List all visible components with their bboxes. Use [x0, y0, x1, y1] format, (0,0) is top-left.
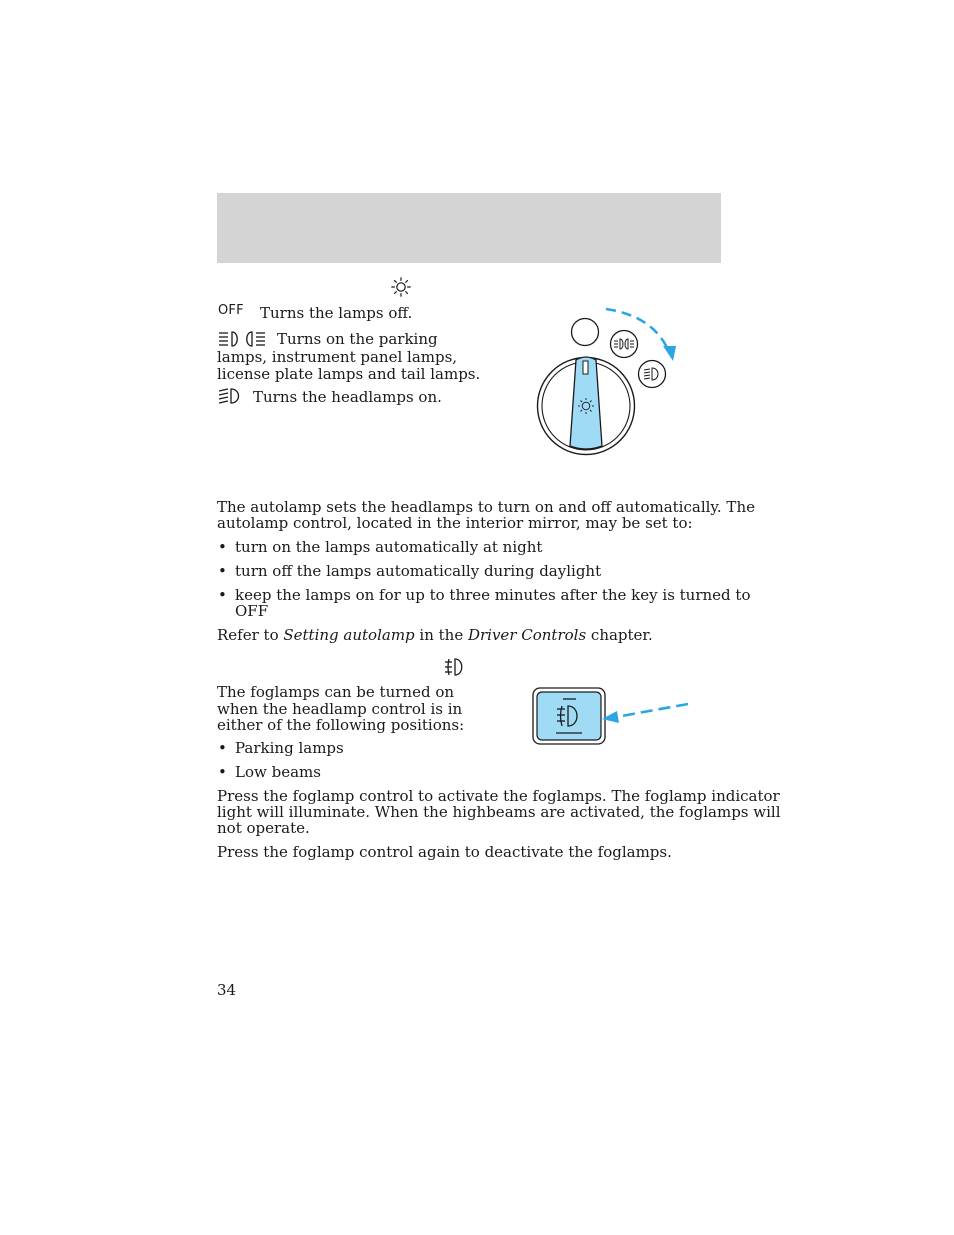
autolamp-intro-line1: The autolamp sets the headlamps to turn on and off automatically. The	[217, 498, 755, 516]
parking-lamps-line2: lamps, instrument panel lamps,	[217, 348, 458, 366]
foglamp-intro-line1: The foglamps can be turned on	[217, 683, 455, 701]
page-number: 34	[217, 981, 237, 999]
section-header-band	[217, 193, 721, 263]
driver-controls-link[interactable]: Driver Controls	[467, 626, 587, 644]
off-symbol: OFF	[218, 303, 244, 318]
headlamp-control-diagram	[530, 300, 690, 460]
foglamp-para2-line3: not operate.	[217, 819, 310, 837]
foglamp-para3: Press the foglamp control again to deactivate the foglamps.	[217, 843, 672, 861]
autolamp-sun-icon	[391, 277, 411, 297]
list-item-continuation: OFF	[235, 602, 269, 620]
off-description: Turns the lamps off.	[260, 304, 413, 322]
parking-lamps-icon	[218, 330, 266, 348]
foglamp-icon	[444, 657, 466, 677]
foglamp-arrow	[616, 704, 688, 717]
rotation-arrow-head	[663, 346, 676, 361]
parking-lamps-line1: Turns on the parking	[277, 330, 438, 348]
foglamp-para2-line1: Press the foglamp control to activate the foglamps. The foglamp indicator	[217, 787, 780, 805]
autolamp-refer: Refer to Setting autolamp in the Driver Controls chapter.	[217, 626, 653, 644]
headlamps-icon	[218, 387, 244, 405]
foglamp-intro-line3: either of the following positions:	[217, 716, 465, 734]
foglamp-button-diagram	[530, 684, 695, 749]
setting-autolamp-link[interactable]: Setting autolamp	[283, 626, 415, 644]
knob-pointer	[583, 361, 588, 374]
parking-lamps-line3: license plate lamps and tail lamps.	[217, 365, 481, 383]
position-circle-off	[572, 319, 599, 346]
headlamps-description: Turns the headlamps on.	[253, 388, 442, 406]
foglamp-intro-line2: when the headlamp control is in	[217, 700, 463, 718]
foglamp-para2-line2: light will illuminate. When the highbeams are activated, the foglamps will	[217, 803, 781, 821]
autolamp-intro-line2: autolamp control, located in the interior mirror, may be set to:	[217, 514, 693, 532]
